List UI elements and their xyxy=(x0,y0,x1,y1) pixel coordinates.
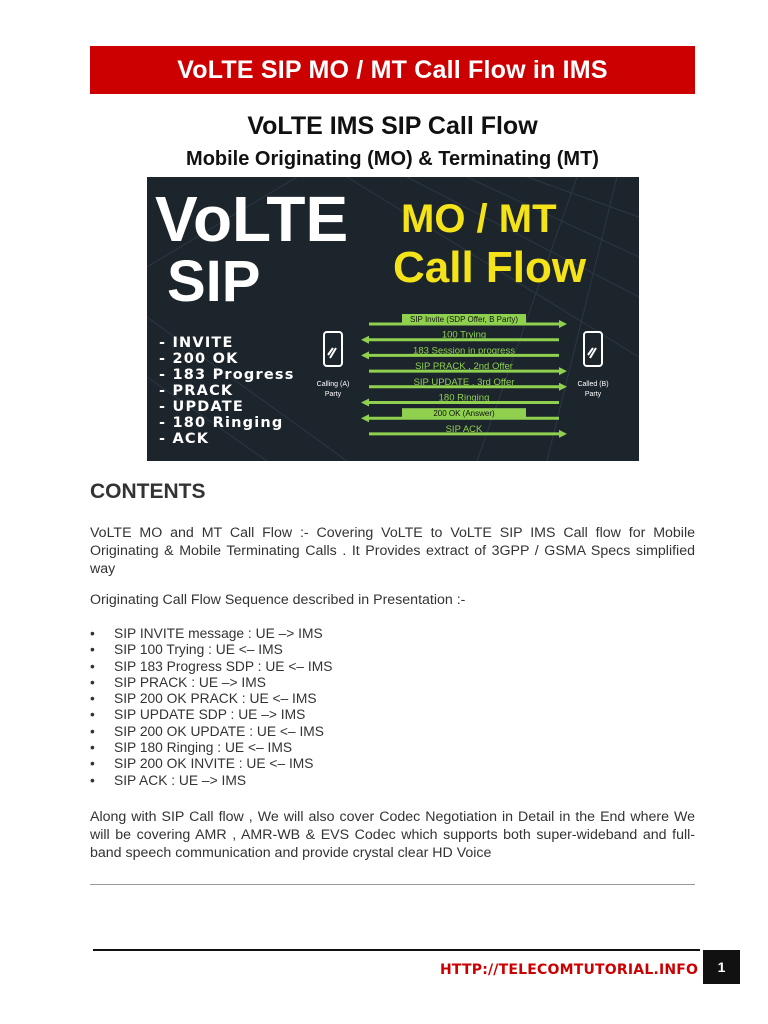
calling-party-label-2: Party xyxy=(324,391,342,398)
bullet: • xyxy=(90,658,95,674)
list-item xyxy=(90,756,695,772)
bullet: • xyxy=(90,772,95,788)
list-item xyxy=(90,707,695,723)
hero-big-sip: SIP xyxy=(167,249,261,314)
bullet: • xyxy=(90,756,95,772)
flow-label: 183 Session in progress xyxy=(413,345,515,357)
bullet: • xyxy=(90,642,95,658)
flow-label: SIP ACK xyxy=(445,423,483,435)
flow-arrow xyxy=(369,424,567,438)
list-item xyxy=(90,659,695,675)
called-party-label-2: Party xyxy=(584,391,602,398)
bullet: • xyxy=(90,626,95,641)
called-phone-icon xyxy=(584,332,602,366)
page-banner: VoLTE SIP MO / MT Call Flow in IMS xyxy=(90,46,695,94)
hero-message-item: - INVITE xyxy=(159,335,234,351)
list-item-text: SIP 180 Ringing : UE <– IMS xyxy=(114,740,293,756)
page-number: 1 xyxy=(703,950,740,984)
list-item xyxy=(90,675,695,691)
calling-phone-icon xyxy=(324,332,342,366)
list-item-text: SIP 200 OK PRACK : UE <– IMS xyxy=(114,691,317,707)
flow-arrow xyxy=(369,361,567,375)
hero-image xyxy=(147,177,639,461)
list-item-text: SIP 200 OK INVITE : UE <– IMS xyxy=(114,756,314,772)
list-item-text: SIP INVITE message : UE –> IMS xyxy=(114,626,323,641)
bullet: • xyxy=(90,674,95,690)
list-item xyxy=(90,724,695,740)
hero-message-item: - PRACK xyxy=(159,383,234,399)
hero-message-item: - ACK xyxy=(159,431,210,447)
hero-yellow-call-flow: Call Flow xyxy=(393,243,587,292)
sequence-intro: Originating Call Flow Sequence described in Presentation :- xyxy=(90,592,466,608)
flow-label: 180 Ringing xyxy=(438,392,490,404)
flow-arrow xyxy=(369,314,567,328)
flow-label: 100 Trying xyxy=(441,329,487,341)
flow-arrow xyxy=(361,393,559,407)
list-item-text: SIP 183 Progress SDP : UE <– IMS xyxy=(114,658,333,674)
called-party-label: Called (B) xyxy=(577,381,609,388)
list-item xyxy=(90,626,695,642)
sequence-list xyxy=(90,626,695,789)
calling-party-label: Calling (A) xyxy=(316,381,350,388)
bullet: • xyxy=(90,707,95,723)
page-subtitle: Mobile Originating (MO) & Terminating (MT) xyxy=(186,148,599,170)
flow-label: SIP Invite (SDP Offer, B Party) xyxy=(409,315,519,324)
flow-label: SIP PRACK , 2nd Offer xyxy=(415,361,513,373)
list-item xyxy=(90,773,695,789)
flow-arrow xyxy=(369,377,567,391)
hero-message-item: - 180 Ringing xyxy=(159,415,284,431)
list-item-text: SIP PRACK : UE –> IMS xyxy=(114,674,266,690)
bullet: • xyxy=(90,723,95,739)
hero-big-volte: VoLTE xyxy=(155,183,349,255)
flow-arrow xyxy=(361,408,559,422)
hero-yellow-mo-mt: MO / MT xyxy=(401,197,557,241)
section-divider xyxy=(90,884,695,885)
call-flow-diagram xyxy=(361,314,567,438)
page-title: VoLTE IMS SIP Call Flow xyxy=(247,112,538,140)
list-item-text: SIP 100 Trying : UE <– IMS xyxy=(114,642,283,658)
list-item xyxy=(90,642,695,658)
footer-rule xyxy=(93,949,700,951)
hero-message-item: - UPDATE xyxy=(159,399,244,415)
footer-website-link[interactable]: HTTP://TELECOMTUTORIAL.INFO xyxy=(440,962,699,978)
bullet: • xyxy=(90,740,95,756)
list-item-text: SIP UPDATE SDP : UE –> IMS xyxy=(114,707,306,723)
list-item xyxy=(90,691,695,707)
flow-arrow xyxy=(361,330,559,344)
flow-label: 200 OK (Answer) xyxy=(433,409,495,419)
list-item-text: SIP 200 OK UPDATE : UE <– IMS xyxy=(114,723,324,739)
hero-message-item: - 183 Progress xyxy=(159,367,295,383)
bullet: • xyxy=(90,691,95,707)
list-item-text: SIP ACK : UE –> IMS xyxy=(114,772,247,788)
hero-message-item: - 200 OK xyxy=(159,351,239,367)
flow-arrow xyxy=(361,345,559,359)
contents-heading: CONTENTS xyxy=(90,480,206,503)
flow-label: SIP UPDATE , 3rd Offer xyxy=(413,376,515,388)
list-item xyxy=(90,740,695,756)
codec-paragraph: Along with SIP Call flow , We will also cover Codec Negotiation in Detail in the End where We will be covering AMR , AMR-WB & EVS Codec which supports both super-wideband and full-band speech communication and provide crystal clear HD Voice xyxy=(90,809,695,861)
intro-paragraph: VoLTE MO and MT Call Flow :- Covering VoLTE to VoLTE SIP IMS Call flow for Mobile Originating & Mobile Terminating Calls . It Provides extract of 3GPP / GSMA Specs simplified way xyxy=(90,525,695,577)
